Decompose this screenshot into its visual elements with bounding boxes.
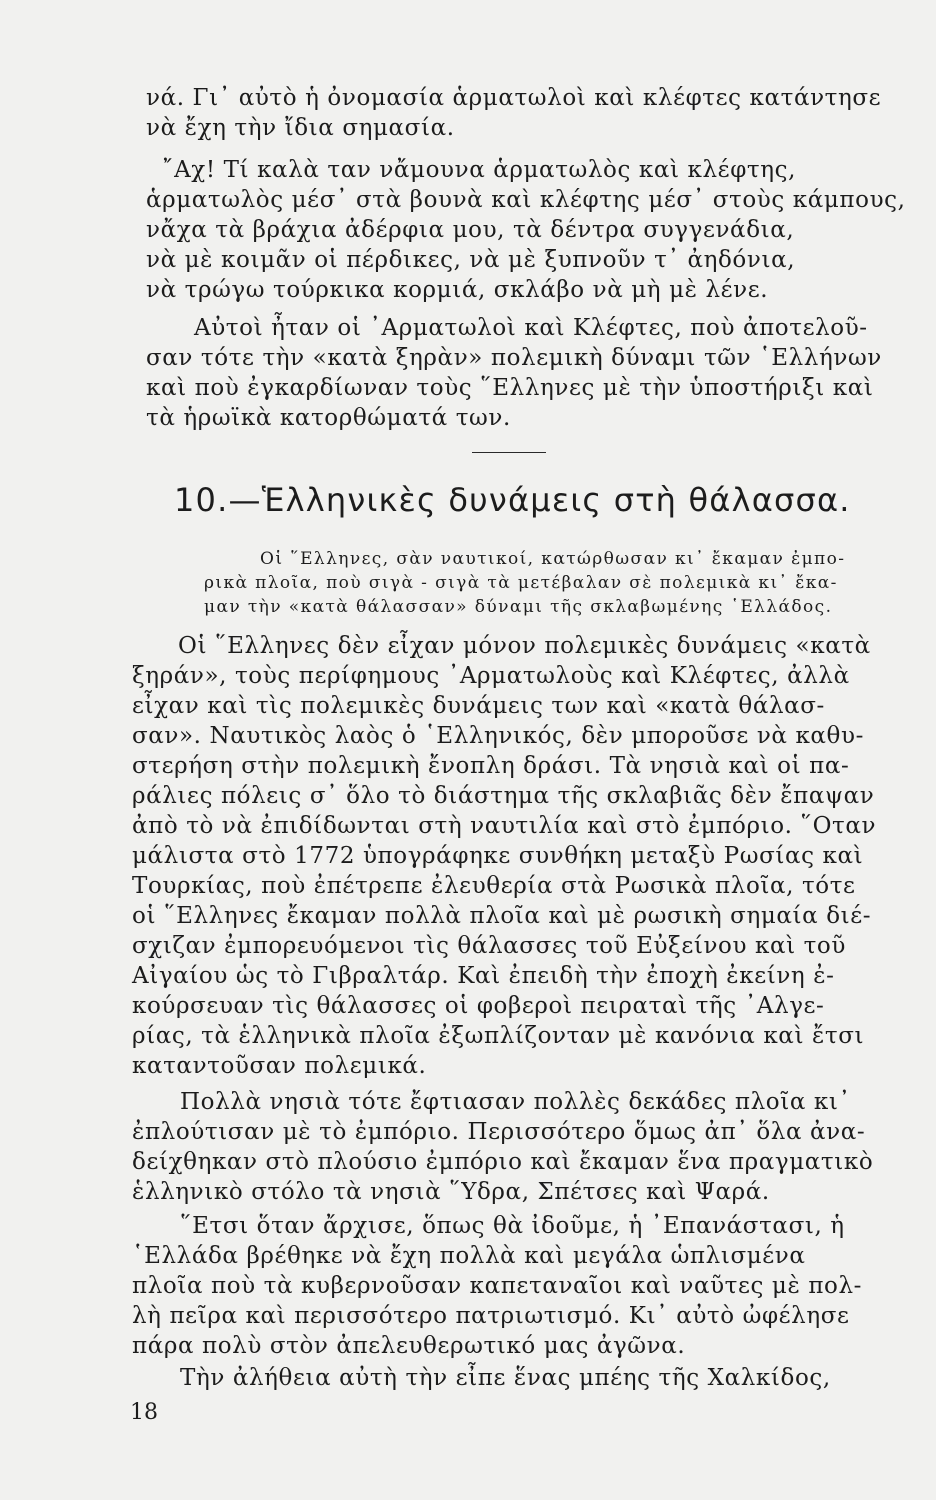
section-divider (472, 452, 546, 453)
text-line: καταντοῦσαν πολεμικά. (132, 1053, 427, 1079)
text-line: Οἱ ῞Ελληνες δὲν εἶχαν μόνον πολεμικὲς δυνάμεις «κατὰ (178, 633, 871, 659)
poem-line: νὰ μὲ κοιμᾶν οἱ πέρδικες, νὰ μὲ ξυπνοῦν τ᾽ ἀηδόνια, (146, 247, 796, 273)
text-line: εἶχαν καὶ τὶς πολεμικὲς δυνάμεις των καὶ «κατὰ θάλασ- (132, 693, 825, 719)
summary-line: μαν τὴν «κατὰ θάλασσαν» δύναμι τῆς σκλαβωμένης ῾Ελλάδος. (204, 597, 833, 617)
summary-line: Οἱ ῞Ελληνες, σὰν ναυτικοί, κατώρθωσαν κι᾽ ἔκαμαν ἐμπο- (260, 549, 846, 569)
poem-line: ἁρματωλὸς μέσ᾽ στὰ βουνὰ καὶ κλέφτης μέσ᾽ στοὺς κάμπους, (146, 187, 906, 213)
text-line: πάρα πολὺ στὸν ἀπελευθερωτικό μας ἀγῶνα. (132, 1333, 686, 1359)
text-line: Πολλὰ νησιὰ τότε ἔφτιασαν πολλὲς δεκάδες πλοῖα κι᾽ (180, 1089, 851, 1115)
text-line: λὴ πεῖρα καὶ περισσότερο πατριωτισμό. Κι᾽ αὐτὸ ὠφέλησε (132, 1303, 850, 1329)
text-line: καὶ ποὺ ἐγκαρδίωναν τοὺς ῞Ελληνες μὲ τὴν ὑποστήριξι καὶ (146, 375, 874, 401)
text-line: ῾Ελλάδα βρέθηκε νὰ ἔχη πολλὰ καὶ μεγάλα ὡπλισμένα (132, 1243, 806, 1269)
text-line: ἐπλούτισαν μὲ τὸ ἐμπόριο. Περισσότερο ὅμως ἀπ᾽ ὅλα ἀνα- (132, 1119, 866, 1145)
poem-line: νὰ τρώγω τούρκικα κορμιά, σκλάβο νὰ μὴ μὲ λένε. (146, 277, 769, 303)
text-line: ρίας, τὰ ἑλληνικὰ πλοῖα ἐξωπλίζονταν μὲ κανόνια καὶ ἔτσι (132, 1023, 865, 1049)
text-line: Τὴν ἀλήθεια αὐτὴ τὴν εἶπε ἕνας μπέης τῆς Χαλκίδος, (180, 1365, 831, 1391)
section-heading: 10.—Ἑλληνικὲς δυνάμεις στὴ θάλασσα. (174, 481, 851, 519)
text-line: ῞Ετσι ὅταν ἄρχισε, ὅπως θὰ ἰδοῦμε, ἡ ᾽Επανάστασι, ἡ (180, 1213, 845, 1239)
text-line: οἱ ῞Ελληνες ἔκαμαν πολλὰ πλοῖα καὶ μὲ ρωσικὴ σημαία διέ- (132, 903, 872, 929)
text-line: Αὐτοὶ ἦταν οἱ ᾽Αρματωλοὶ καὶ Κλέφτες, ποὺ ἀποτελοῦ- (194, 315, 868, 341)
text-line: πλοῖα ποὺ τὰ κυβερνοῦσαν καπεταναῖοι καὶ ναῦτες μὲ πολ- (132, 1273, 863, 1299)
text-line: ξηράν», τοὺς περίφημους ᾽Αρματωλοὺς καὶ Κλέφτες, ἀλλὰ (132, 663, 850, 689)
text-line: Αἰγαίου ὡς τὸ Γιβραλτάρ. Καὶ ἐπειδὴ τὴν ἐποχὴ ἐκείνη ἐ- (132, 963, 835, 989)
poem-line: νἄχα τὰ βράχια ἀδέρφια μου, τὰ δέντρα συγγενάδια, (146, 217, 795, 243)
text-line: ἑλληνικὸ στόλο τὰ νησιὰ ῞Υδρα, Σπέτσες καὶ Ψαρά. (132, 1179, 770, 1205)
text-line: σχιζαν ἐμπορευόμενοι τὶς θάλασσες τοῦ Εὐξείνου καὶ τοῦ (132, 933, 846, 959)
text-line: νὰ ἔχη τὴν ἴδια σημασία. (146, 115, 455, 141)
text-line: νά. Γι᾽ αὐτὸ ἡ ὀνομασία ἁρματωλοὶ καὶ κλέφτες κατάντησε (146, 85, 882, 111)
text-line: ράλιες πόλεις σ᾽ ὅλο τὸ διάστημα τῆς σκλαβιᾶς δὲν ἔπαψαν (132, 783, 875, 809)
text-line: ἀπὸ τὸ νὰ ἐπιδίδωνται στὴ ναυτιλία καὶ στὸ ἐμπόριο. ῞Οταν (132, 813, 877, 839)
text-line: τὰ ἡρωϊκὰ κατορθώματά των. (146, 405, 511, 431)
text-line: μάλιστα στὸ 1772 ὑπογράφηκε συνθήκη μεταξὺ Ρωσίας καὶ (132, 843, 864, 869)
page-number: 18 (130, 1400, 158, 1425)
text-line: δείχθηκαν στὸ πλούσιο ἐμπόριο καὶ ἔκαμαν ἕνα πραγματικὸ (132, 1149, 874, 1175)
poem-line: ῎Αχ! Τί καλὰ ταν νἄμουνα ἁρματωλὸς καὶ κλέφτης, (162, 157, 796, 183)
text-line: κούρσευαν τὶς θάλασσες οἱ φοβεροὶ πειραταὶ τῆς ᾽Αλγε- (132, 993, 825, 1019)
text-line: Τουρκίας, ποὺ ἐπέτρεπε ἐλευθερία στὰ Ρωσικὰ πλοῖα, τότε (132, 873, 856, 899)
text-line: σαν τότε τὴν «κατὰ ξηρὰν» πολεμικὴ δύναμι τῶν ῾Ελλήνων (146, 345, 882, 371)
text-line: σαν». Ναυτικὸς λαὸς ὁ ῾Ελληνικός, δὲν μποροῦσε νὰ καθυ- (132, 723, 864, 749)
summary-line: ρικὰ πλοῖα, ποὺ σιγὰ - σιγὰ τὰ μετέβαλαν σὲ πολεμικὰ κι᾽ ἔκα- (204, 573, 838, 593)
text-line: στερήση στὴν πολεμικὴ ἔνοπλη δράσι. Τὰ νησιὰ καὶ οἱ πα- (132, 753, 850, 779)
